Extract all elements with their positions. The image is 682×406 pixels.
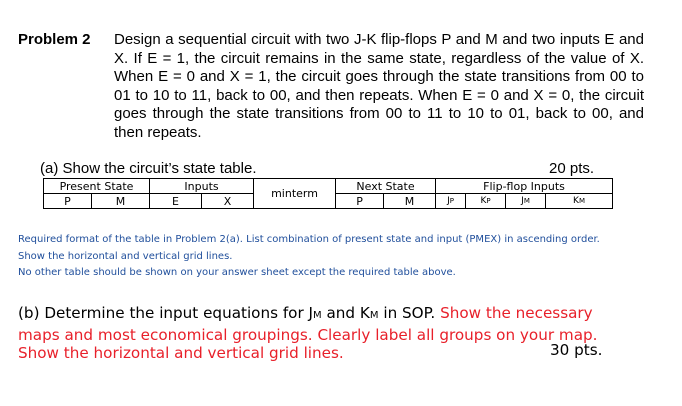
col-present-p: P — [44, 194, 92, 209]
no-other-table-instruction: No other table should be shown on your answer sheet except the required table above. — [18, 267, 456, 278]
col-kp: KP — [466, 194, 506, 209]
part-b-question: (b) Determine the input equations for JM and KM in SOP. Show the necessary maps and most economical groupings. Clearly label all groups on your map. Show the horizontal and vertical grid lines. — [18, 304, 598, 363]
part-a-points: 20 pts. — [549, 160, 595, 177]
col-next-p: P — [336, 194, 384, 209]
part-a-question: (a) Show the circuit’s state table. — [40, 160, 257, 177]
col-jp: JP — [436, 194, 466, 209]
state-table-template — [43, 178, 613, 209]
col-input-x: X — [202, 194, 254, 209]
flip-flop-inputs-header: Flip-flop Inputs — [436, 179, 613, 194]
col-km: KM — [546, 194, 613, 209]
problem-label: Problem 2 — [18, 31, 91, 48]
next-state-header: Next State — [336, 179, 436, 194]
grid-lines-instruction: Show the horizontal and vertical grid lines. — [18, 251, 233, 262]
col-jm: JM — [506, 194, 546, 209]
col-next-m: M — [384, 194, 436, 209]
table-header-row — [44, 179, 613, 194]
table-format-instruction: Required format of the table in Problem 2(a). List combination of present state and input (PMEX) in ascending order. — [18, 234, 600, 245]
part-b-points: 30 pts. — [550, 341, 603, 359]
part-b-emphasis: Show the necessary maps and most economical groupings. Clearly label all groups on your map. Show the horizontal and vertical grid lines. — [18, 304, 598, 363]
minterm-header: minterm — [254, 179, 336, 209]
inputs-header: Inputs — [150, 179, 254, 194]
col-input-e: E — [150, 194, 202, 209]
present-state-header: Present State — [44, 179, 150, 194]
col-present-m: M — [92, 194, 150, 209]
problem-statement: Design a sequential circuit with two J-K flip-flops P and M and two inputs E and X. If E = 1, the circuit remains in the same state, regardless of the value of X. When E = 0 and X = 1, the circuit goes through the state transitions from 00 to 01 to 10 to 11, back to 00, and then repeats. When E = 0 and X = 0, the circuit goes through the state transitions from 00 to 11 to 10 to 01, back to 00, and then repeats. — [114, 31, 644, 141]
